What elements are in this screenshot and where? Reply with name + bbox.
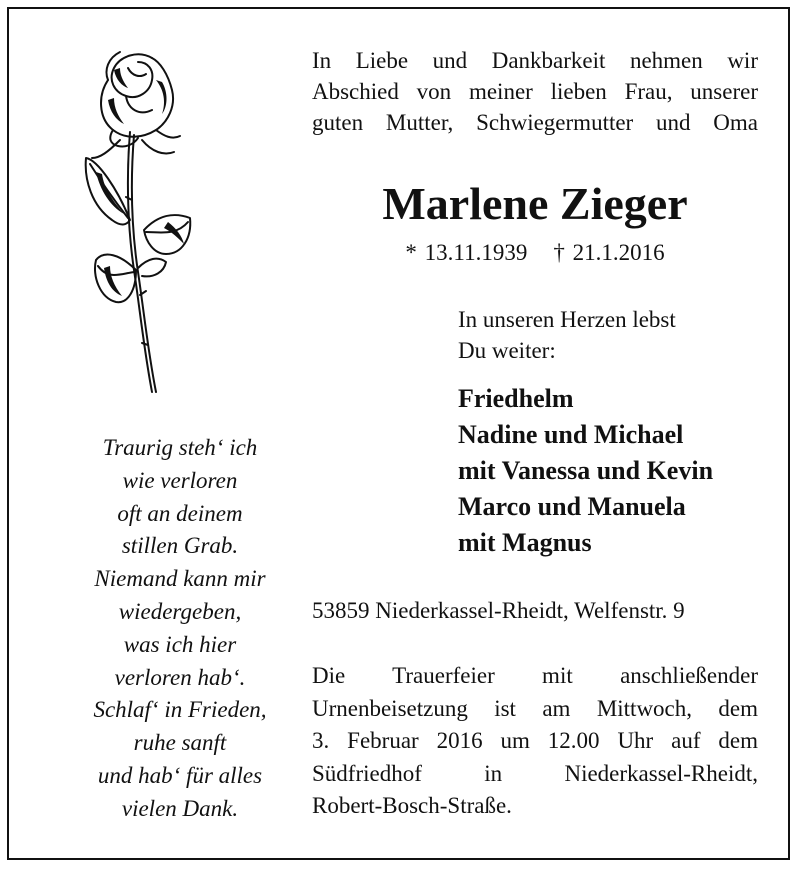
intro-line: guten Mutter, Schwiegermutter und Oma: [312, 110, 758, 135]
family-line: mit Magnus: [458, 528, 592, 557]
family-line: Friedhelm: [458, 384, 574, 413]
funeral-info: [312, 660, 758, 823]
family-line: Nadine und Michael: [458, 420, 684, 449]
poem-line: was ich hier: [123, 631, 237, 657]
rose-icon: [68, 40, 208, 400]
family-line: Marco und Manuela: [458, 492, 686, 521]
poem-line: Schlaf‘ in Frieden,: [93, 697, 267, 723]
poem-line: ruhe sanft: [133, 730, 227, 756]
poem-line: Niemand kann mir: [94, 566, 266, 592]
poem-line: Traurig steh‘ ich: [102, 435, 258, 460]
life-dates: [312, 238, 758, 268]
deceased-name: Marlene Zieger: [382, 178, 688, 229]
family-names: [458, 381, 713, 561]
poem-line: verloren hab‘.: [114, 664, 246, 690]
memorial-line: Du weiter:: [458, 338, 556, 363]
poem: [30, 432, 330, 826]
poem-line: oft an deinem: [117, 500, 243, 526]
poem-line: und hab‘ für alles: [97, 762, 263, 788]
address: 53859 Niederkassel-Rheidt, Welfenstr. 9: [312, 598, 685, 623]
poem-line: wiedergeben,: [118, 598, 242, 624]
funeral-line: Urnenbeisetzung ist am Mittwoch, dem: [312, 695, 758, 721]
intro-line: Abschied von meiner lieben Frau, unserer: [312, 79, 758, 104]
funeral-line: Südfriedhof in Niederkassel-Rheidt,: [312, 760, 758, 786]
death-date: † 21.1.2016: [553, 240, 665, 265]
poem-line: wie verloren: [122, 467, 238, 493]
intro-text: [312, 45, 758, 138]
poem-line: stillen Grab.: [121, 533, 239, 559]
funeral-line: 3. Februar 2016 um 12.00 Uhr auf dem: [312, 728, 758, 753]
intro-line: In Liebe und Dankbarkeit nehmen wir: [312, 48, 758, 73]
family-line: mit Vanessa und Kevin: [458, 456, 714, 485]
poem-line: vielen Dank.: [121, 795, 239, 821]
memorial-phrase: [458, 304, 676, 366]
memorial-line: In unseren Herzen lebst: [458, 307, 676, 332]
funeral-line: Die Trauerfeier mit anschließender: [312, 663, 758, 688]
funeral-line: Robert-Bosch-Straße.: [312, 793, 512, 818]
birth-date: * 13.11.1939: [405, 240, 528, 265]
